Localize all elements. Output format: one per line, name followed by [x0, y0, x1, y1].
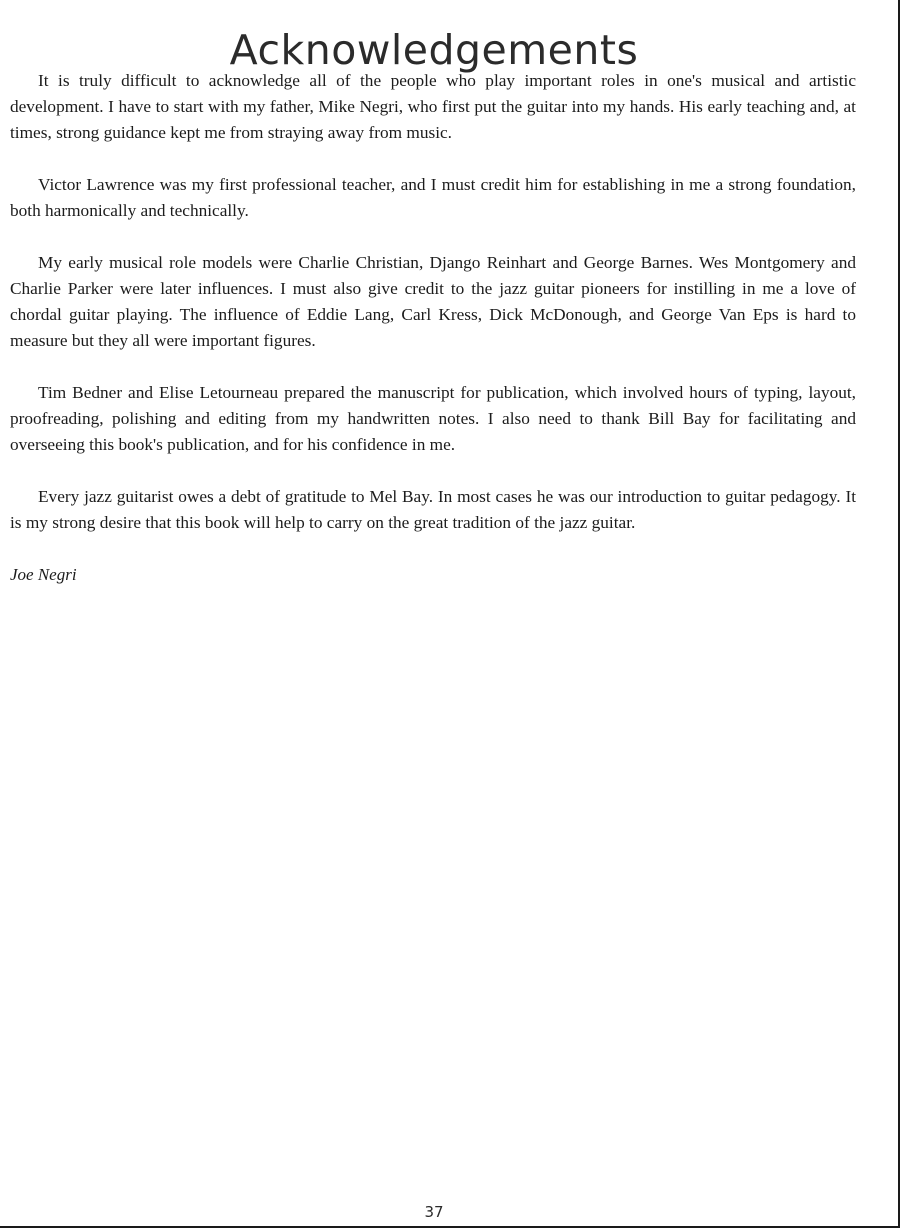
paragraph-1: It is truly difficult to acknowledge all of the people who play important roles in one's musical and artistic development. I have to start with my father, Mike Negri, who first put the guitar into my hands. His early teaching and, at times, strong guidance kept me from straying away from music. — [10, 71, 856, 142]
page-title: Acknowledgements — [229, 26, 639, 75]
page-number: 37 — [424, 1203, 444, 1221]
paragraph-3: My early musical role models were Charlie Christian, Django Reinhart and George Barnes. Wes Montgomery and Charlie Parker were later influences. I must also give credit to the jazz guitar pioneers for instilling in me a love of chordal guitar playing. The influence of Eddie Lang, Carl Kress, Dick McDonough, and George Van Eps is hard to measure but they all were important figures. — [10, 253, 856, 350]
paragraph-4: Tim Bedner and Elise Letourneau prepared the manuscript for publication, which involved hours of typing, layout, proofreading, polishing and editing from my handwritten notes. I also need to thank Bill Bay for facilitating and overseeing this book's publication, and for his confidence in me. — [10, 383, 856, 454]
paragraph-5: Every jazz guitarist owes a debt of gratitude to Mel Bay. In most cases he was our introduction to guitar pedagogy. It is my strong desire that this book will help to carry on the great tradition of the jazz guitar. — [10, 487, 856, 532]
author-signature: Joe Negri — [10, 565, 77, 584]
acknowledgements-body — [10, 68, 856, 588]
paragraph-2: Victor Lawrence was my first professional teacher, and I must credit him for establishing in me a strong foundation, both harmonically and technically. — [10, 175, 856, 220]
